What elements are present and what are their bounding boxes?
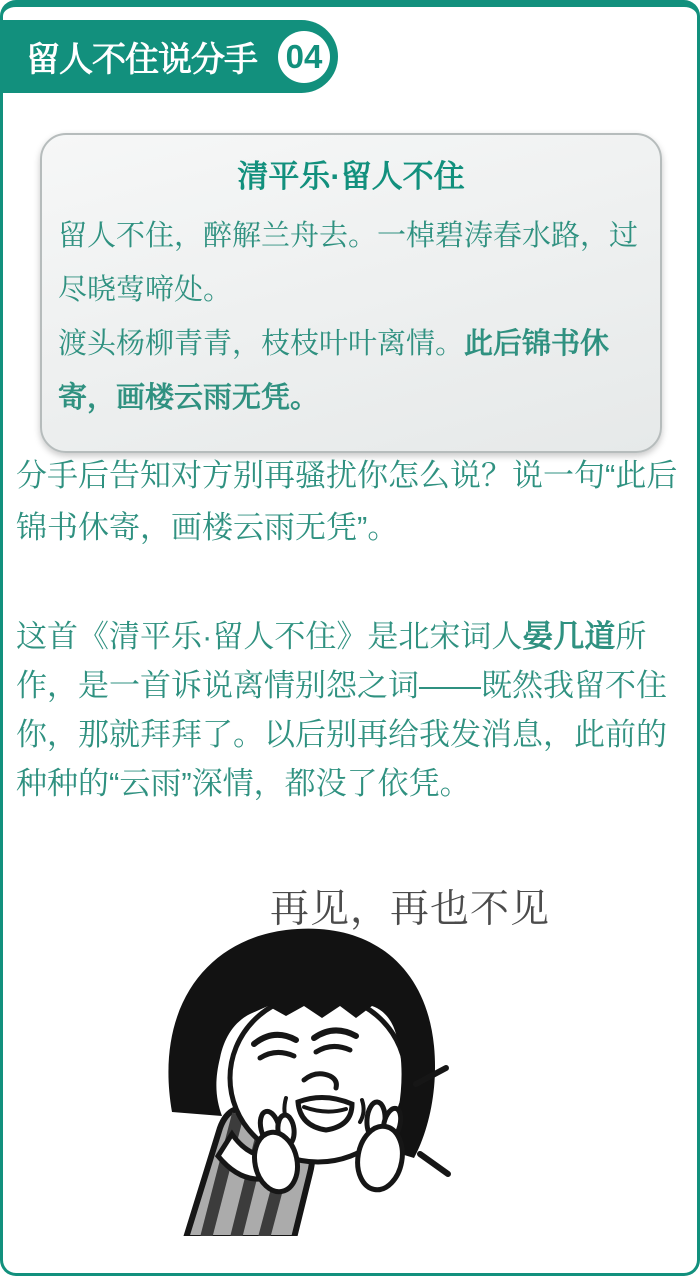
- body-paragraph-1: [0, 450, 700, 554]
- goodbye-meme-illustration: [158, 916, 458, 1236]
- paragraph-2-tail: 所作，是一首诉说离情别怨之词——既然我留不住你，那就拜拜了。以后别再给我发消息，此前的种种的“云雨”深情，都没了依凭。: [16, 619, 667, 801]
- paragraph-1-text: 分手后告知对方别再骚扰你怎么说？说一句“此后锦书休寄，画楼云雨无凭”。: [16, 458, 678, 545]
- section-header-badge: [0, 20, 338, 93]
- poem-body: [58, 209, 644, 425]
- paragraph-2-text: 这首《清平乐·留人不住》是北宋词人: [16, 619, 523, 654]
- poem-stanza-2: [58, 317, 644, 425]
- poem-stanza-2-bold: 此后锦书休寄，画楼云雨无凭。: [58, 328, 610, 414]
- paragraph-2-bold-author: 晏几道: [522, 619, 616, 654]
- poem-title: 清平乐·留人不住: [237, 159, 465, 194]
- section-number-badge: 04: [278, 31, 330, 83]
- poem-stanza-1: 留人不住，醉解兰舟去。一棹碧涛春水路，过尽晓莺啼处。: [58, 220, 639, 306]
- meme-caption: 再见，再也不见: [269, 888, 550, 931]
- poem-stanza-2-normal: 渡头杨柳青青，枝枝叶叶离情。: [58, 328, 465, 360]
- section-title: 留人不住说分手: [26, 41, 257, 79]
- body-paragraph-2: [0, 612, 700, 808]
- poem-card: [40, 133, 662, 453]
